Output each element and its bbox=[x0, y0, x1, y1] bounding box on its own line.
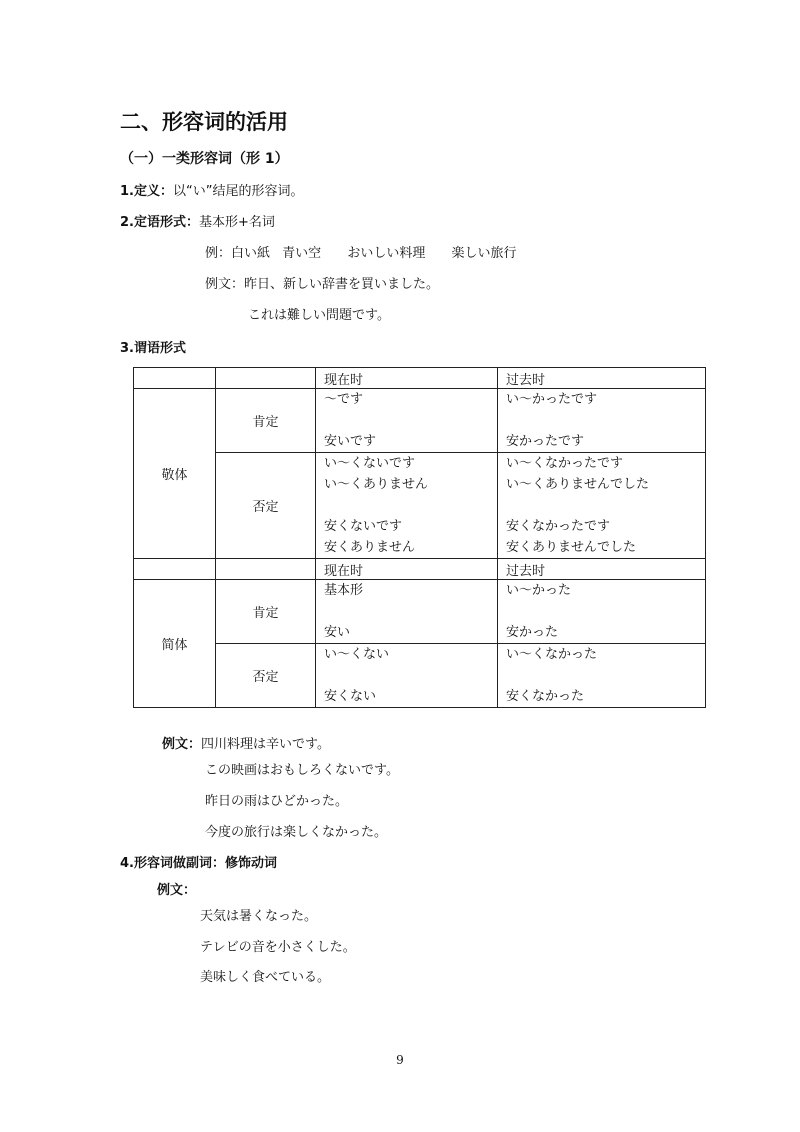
conjugation-table bbox=[133, 367, 706, 708]
polite-affirmative-past bbox=[498, 389, 706, 453]
table-header-row bbox=[134, 559, 706, 580]
form-text: い～くありませんでした bbox=[506, 477, 650, 492]
polite-affirmative-label: 肯定 bbox=[216, 389, 316, 453]
example-item: おいしい料理 bbox=[347, 246, 426, 261]
adverbial-label: 4.形容词做副词：修饰动词 bbox=[120, 856, 277, 871]
definition-text: 以“い”结尾的形容词。 bbox=[172, 184, 304, 199]
form-text: い～かった bbox=[506, 583, 572, 598]
col-past-header: 过去时 bbox=[498, 368, 706, 389]
form-text: い～くないです bbox=[324, 456, 416, 471]
plain-affirmative-past bbox=[498, 580, 706, 644]
example-text: 安かったです bbox=[506, 434, 585, 449]
plain-label: 简体 bbox=[134, 580, 216, 708]
attributive-examples bbox=[205, 242, 517, 261]
form-text: い～くなかったです bbox=[506, 456, 624, 471]
page-number: 9 bbox=[396, 1053, 404, 1067]
col-past-header: 过去时 bbox=[498, 559, 706, 580]
adverbial-sentence-label: 例文： bbox=[157, 883, 197, 898]
plain-negative-present bbox=[316, 644, 498, 708]
table-row bbox=[134, 644, 706, 708]
example-item: 白い紙 bbox=[231, 246, 271, 261]
form-text: 基本形 bbox=[324, 583, 364, 598]
attributive-sentence-2: これは難しい問題です。 bbox=[248, 308, 390, 323]
plain-negative-past bbox=[498, 644, 706, 708]
example-text: 安くないです bbox=[324, 519, 403, 534]
polite-negative-past bbox=[498, 453, 706, 559]
table-row bbox=[134, 580, 706, 644]
plain-negative-label: 否定 bbox=[216, 644, 316, 708]
attributive-text: 基本形+名词 bbox=[198, 215, 275, 230]
definition-label: 1.定义： bbox=[120, 184, 173, 199]
form-text: い～くない bbox=[324, 647, 390, 662]
example-text: 安くありませんでした bbox=[506, 540, 637, 555]
example-text: 安いです bbox=[324, 434, 377, 449]
table-row bbox=[134, 453, 706, 559]
predicate-sentence-2: この映画はおもしろくないです。 bbox=[205, 763, 399, 778]
example-text: 安くない bbox=[324, 689, 377, 704]
sentence-label: 例文： bbox=[205, 277, 245, 292]
sentence-label: 例文： bbox=[162, 737, 202, 752]
definition-line bbox=[120, 180, 303, 199]
attributive-sentence-1 bbox=[205, 273, 439, 292]
form-text: ～です bbox=[324, 392, 364, 407]
example-text: 安い bbox=[324, 625, 351, 640]
adverbial-sentence-3: 美味しく食べている。 bbox=[200, 970, 331, 985]
table-row bbox=[134, 389, 706, 453]
col-present-header: 现在时 bbox=[316, 559, 498, 580]
sentence-text: 昨日、新しい辞書を買いました。 bbox=[244, 277, 440, 292]
example-text: 安くなかった bbox=[506, 689, 585, 704]
polite-label: 敬体 bbox=[134, 389, 216, 559]
adverbial-sentence-2: テレビの音を小さくした。 bbox=[200, 940, 356, 955]
attributive-label: 2.定语形式： bbox=[120, 215, 199, 230]
polite-negative-present bbox=[316, 453, 498, 559]
plain-affirmative-present bbox=[316, 580, 498, 644]
example-label: 例： bbox=[205, 246, 232, 261]
predicate-sentence-1 bbox=[162, 733, 330, 752]
section-title: 二、形容词的活用 bbox=[120, 110, 288, 134]
form-text: い～くありません bbox=[324, 477, 429, 492]
subsection-title: （一）一类形容词（形 1） bbox=[120, 151, 289, 167]
example-item: 楽しい旅行 bbox=[451, 246, 517, 261]
predicate-sentence-4: 今度の旅行は楽しくなかった。 bbox=[205, 825, 388, 840]
example-text: 安かった bbox=[506, 625, 559, 640]
example-item: 青い空 bbox=[282, 246, 322, 261]
form-text: い～くなかった bbox=[506, 647, 598, 662]
polite-affirmative-present bbox=[316, 389, 498, 453]
sentence-text: 四川料理は辛いです。 bbox=[201, 737, 330, 752]
col-present-header: 现在时 bbox=[316, 368, 498, 389]
predicate-label: 3.谓语形式 bbox=[120, 341, 186, 356]
example-text: 安くなかったです bbox=[506, 519, 611, 534]
adverbial-sentence-1: 天気は暑くなった。 bbox=[200, 909, 318, 924]
predicate-sentence-3: 昨日の雨はひどかった。 bbox=[205, 794, 349, 809]
plain-affirmative-label: 肯定 bbox=[216, 580, 316, 644]
attributive-line bbox=[120, 211, 275, 230]
table-header-row bbox=[134, 368, 706, 389]
example-text: 安くありません bbox=[324, 540, 416, 555]
form-text: い～かったです bbox=[506, 392, 598, 407]
polite-negative-label: 否定 bbox=[216, 453, 316, 559]
